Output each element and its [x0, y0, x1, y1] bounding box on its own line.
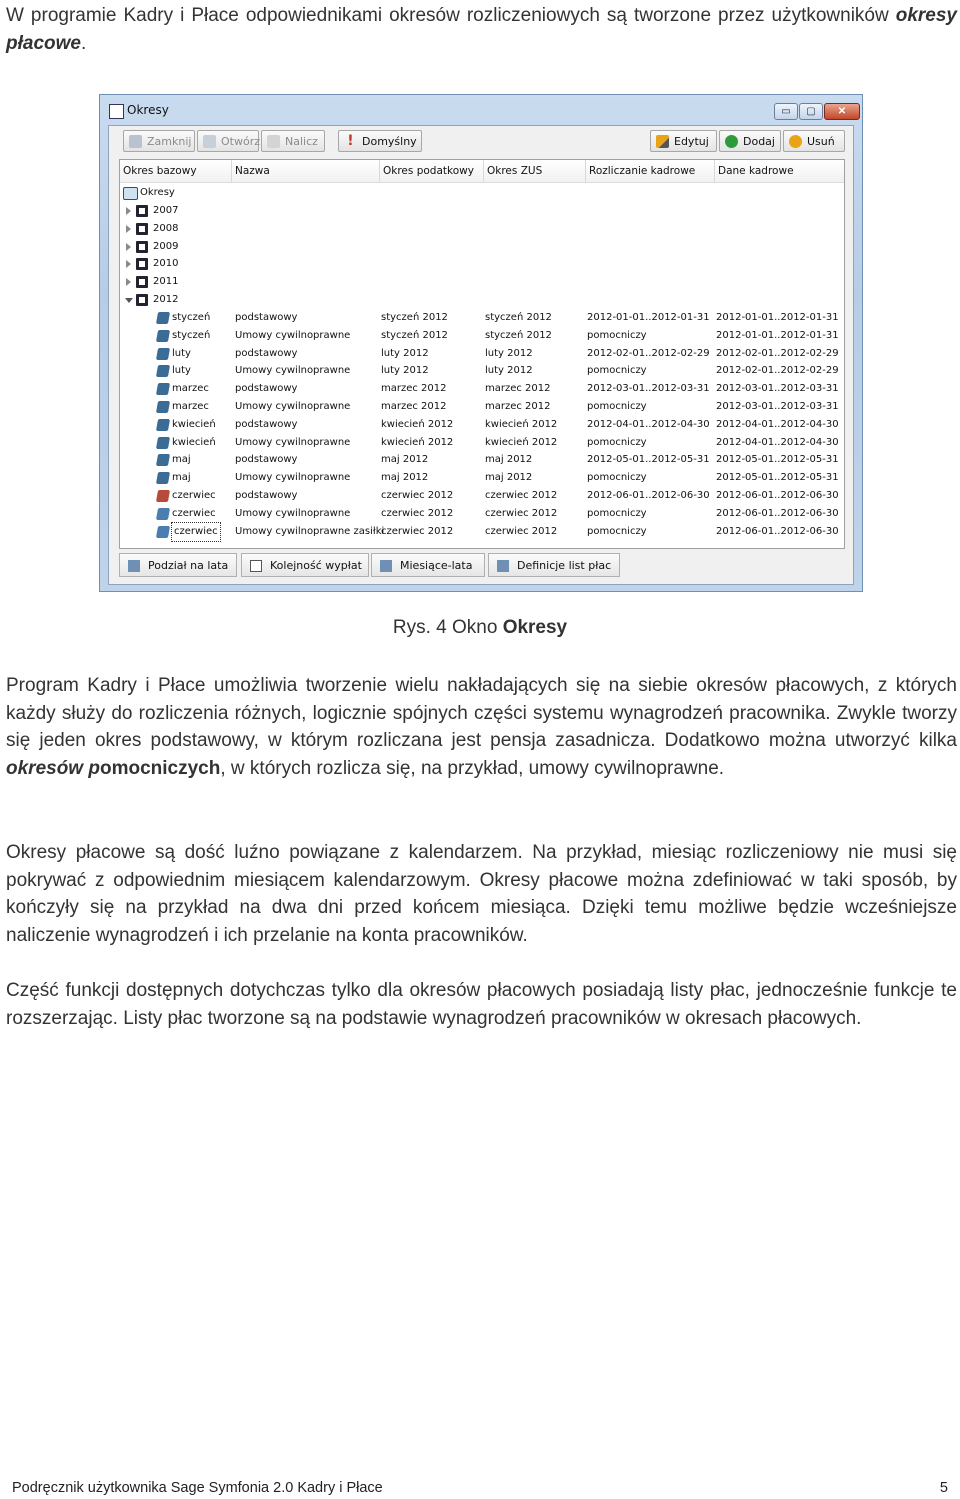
open-button[interactable]	[197, 130, 259, 152]
column-header[interactable]: Rozliczanie kadrowe	[586, 160, 715, 182]
book-icon	[123, 187, 138, 200]
edit-label: Edytuj	[674, 135, 709, 148]
period-cell: 2012-03-01..2012-03-31	[716, 383, 839, 395]
exclamation-icon: !	[347, 133, 354, 149]
minimize-button[interactable]: ▭	[774, 103, 798, 120]
period-cell: 2012-06-01..2012-06-30	[716, 525, 839, 537]
caption-bold: Okresy	[502, 617, 568, 638]
delete-button[interactable]	[783, 130, 845, 152]
period-cell: czerwiec	[172, 507, 216, 519]
year-label: 2009	[153, 240, 179, 252]
p1-emphasis: okresów p	[6, 757, 100, 779]
period-cell: podstawowy	[235, 347, 298, 359]
period-cell: 2012-01-01..2012-01-31	[716, 312, 839, 323]
maximize-button[interactable]: ▢	[799, 103, 823, 120]
window-client	[108, 125, 854, 585]
column-header[interactable]: Nazwa	[232, 160, 380, 182]
expand-icon[interactable]	[126, 243, 131, 251]
intro-emphasis: okresy płacowe	[6, 5, 957, 54]
period-cell: styczeń	[172, 329, 211, 341]
period-cell: maj 2012	[485, 472, 533, 484]
period-cell: marzec 2012	[381, 401, 447, 412]
period-cell: kwiecień 2012	[485, 436, 558, 448]
header-divider	[120, 182, 844, 183]
window-title: Okresy	[127, 103, 169, 117]
period-cell: 2012-05-01..2012-05-31	[716, 454, 839, 466]
tree-root-label: Okresy	[140, 187, 175, 198]
period-row[interactable]	[120, 416, 844, 434]
period-cell: czerwiec 2012	[381, 507, 454, 519]
delete-label: Usuń	[807, 135, 835, 148]
period-cell: czerwiec 2012	[485, 525, 558, 537]
paragraph-2: Okresy płacowe są dość luźno powiązane z kalendarzem. Na przykład, miesiąc rozliczeniowy nie musi się pokrywać z odpowiednim miesiącem kalendarzowym. Okresy płacowe można zdefiniować w taki sposób, by kończyły się na przykład na dwa dni przed końcem miesiąca. Dzięki temu możliwe będzie wcześniejsze naliczenie wynagrodzeń i ich przelanie na konta pracowników.	[6, 842, 957, 946]
period-icon	[156, 401, 170, 413]
column-header[interactable]: Okres podatkowy	[380, 160, 484, 182]
period-icon	[156, 383, 170, 395]
period-row[interactable]	[120, 451, 844, 469]
p1-text-c: , w których rozlicza się, na przykład, umowy cywilnoprawne.	[220, 757, 725, 779]
period-row[interactable]	[120, 327, 844, 345]
period-cell: luty	[172, 365, 191, 377]
calculate-icon	[267, 135, 280, 148]
year-label: 2007	[153, 205, 179, 216]
calculate-button[interactable]	[261, 130, 325, 152]
period-cell: 2012-01-01..2012-01-31	[716, 329, 839, 341]
minus-icon	[789, 135, 802, 148]
period-row[interactable]	[120, 309, 844, 327]
year-node[interactable]	[120, 291, 844, 309]
period-icon	[156, 508, 170, 520]
paragraph-1	[6, 672, 957, 782]
footer-title: Podręcznik użytkownika Sage Symfonia 2.0 Kadry i Płace	[12, 1480, 383, 1496]
year-icon	[136, 205, 148, 217]
column-header[interactable]: Dane kadrowe	[715, 160, 845, 182]
period-cell: marzec	[172, 401, 209, 412]
period-cell: 2012-02-01..2012-02-29	[716, 347, 839, 359]
collapse-icon[interactable]	[125, 298, 133, 303]
okresy-window	[99, 94, 863, 592]
period-row[interactable]	[120, 469, 844, 487]
period-row[interactable]	[120, 523, 844, 541]
period-icon	[156, 419, 170, 431]
tree-icon	[128, 560, 140, 572]
period-icon	[156, 490, 170, 502]
period-cell: kwiecień 2012	[381, 418, 454, 430]
tree-icon	[497, 560, 509, 572]
period-cell: styczeń	[172, 312, 211, 323]
months-years-label: Miesiące-lata	[400, 559, 473, 572]
period-cell: pomocniczy	[587, 507, 647, 519]
year-icon	[136, 258, 148, 270]
period-cell: czerwiec	[172, 523, 220, 541]
period-icon	[156, 365, 170, 377]
year-label: 2012	[153, 294, 179, 305]
period-row[interactable]	[120, 345, 844, 363]
period-cell: pomocniczy	[587, 525, 647, 537]
period-row[interactable]	[120, 505, 844, 523]
period-cell: luty 2012	[485, 365, 533, 377]
period-cell: luty 2012	[485, 347, 533, 359]
period-cell: 2012-05-01..2012-05-31	[716, 472, 839, 484]
period-cell: pomocniczy	[587, 472, 647, 484]
period-cell: styczeń 2012	[381, 312, 448, 323]
page-number: 5	[939, 1480, 948, 1496]
period-cell: pomocniczy	[587, 329, 647, 341]
period-row[interactable]	[120, 487, 844, 505]
period-icon	[156, 472, 170, 484]
close-icon	[129, 135, 142, 148]
period-cell: Umowy cywilnoprawne	[235, 472, 351, 484]
title-bar	[100, 95, 862, 127]
expand-icon[interactable]	[126, 278, 131, 286]
period-cell: podstawowy	[235, 383, 298, 395]
period-cell: maj 2012	[381, 472, 429, 484]
folder-icon	[203, 135, 216, 148]
period-cell: marzec	[172, 383, 209, 395]
expand-icon[interactable]	[126, 225, 131, 233]
period-cell: czerwiec	[172, 490, 216, 501]
year-node[interactable]	[120, 220, 844, 238]
period-cell: 2012-04-01..2012-04-30	[716, 418, 839, 430]
year-icon	[136, 223, 148, 235]
period-cell: 2012-06-01..2012-06-30	[716, 507, 839, 519]
default-button[interactable]	[338, 130, 422, 152]
period-cell: Umowy cywilnoprawne	[235, 329, 351, 341]
add-label: Dodaj	[743, 135, 775, 148]
calculate-label: Nalicz	[285, 135, 318, 148]
period-cell: kwiecień	[172, 418, 216, 430]
tree-icon	[380, 560, 392, 572]
payroll-defs-label: Definicje list płac	[517, 559, 612, 572]
expand-icon[interactable]	[126, 207, 131, 215]
period-cell: maj 2012	[381, 454, 429, 466]
payroll-defs-button[interactable]	[488, 553, 620, 577]
payout-order-label: Kolejność wypłat	[270, 559, 362, 572]
edit-button[interactable]	[650, 130, 717, 152]
period-cell: 2012-01-01..2012-01-31	[587, 312, 710, 323]
period-cell: Umowy cywilnoprawne zasiłki	[235, 525, 385, 537]
period-cell: marzec 2012	[485, 383, 551, 395]
period-cell: 2012-04-01..2012-04-30	[587, 418, 710, 430]
add-button[interactable]	[719, 130, 781, 152]
period-icon	[156, 437, 170, 449]
period-cell: pomocniczy	[587, 436, 647, 448]
caption-prefix: Rys. 4 Okno	[392, 617, 503, 638]
period-row[interactable]	[120, 398, 844, 416]
period-cell: styczeń 2012	[381, 329, 448, 341]
period-cell: czerwiec 2012	[381, 525, 454, 537]
period-cell: luty 2012	[381, 347, 429, 359]
paragraph-3: Część funkcji dostępnych dotychczas tylko dla okresów płacowych posiadają listy płac, jednocześnie funkcje te rozszerzając. Listy płac tworzone są na podstawie wynagrodzeń pracowników w okresach płacowych.	[6, 980, 957, 1029]
periods-grid[interactable]	[119, 159, 845, 549]
period-cell: kwiecień 2012	[485, 418, 558, 430]
period-cell: styczeń 2012	[485, 312, 552, 323]
p1-text-a: Program Kadry i Płace umożliwia tworzenie wielu nakładających się na siebie okresów płacowych, z których każdy służy do rozliczenia różnych, logicznie spójnych części systemu wynagrodzeń pracownika. Zwykle tworzy się jeden okres podstawowy, w którym rozliczana jest pensja zasadnicza. Dodatkowo można utworzyć kilka	[6, 675, 957, 752]
period-cell: Umowy cywilnoprawne	[235, 401, 351, 412]
year-node[interactable]	[120, 202, 844, 220]
split-years-label: Podział na lata	[148, 559, 229, 572]
period-cell: 2012-03-01..2012-03-31	[716, 401, 839, 412]
plus-icon	[725, 135, 738, 148]
period-cell: 2012-04-01..2012-04-30	[716, 436, 839, 448]
period-cell: 2012-03-01..2012-03-31	[587, 383, 710, 395]
pencil-icon	[656, 135, 669, 148]
payout-order-button[interactable]	[241, 553, 369, 577]
period-cell: czerwiec 2012	[381, 490, 454, 501]
period-cell: luty 2012	[381, 365, 429, 377]
period-cell: kwiecień 2012	[381, 436, 454, 448]
period-cell: 2012-05-01..2012-05-31	[587, 454, 710, 466]
period-icon	[156, 348, 170, 360]
period-cell: maj	[172, 472, 191, 484]
period-icon	[156, 526, 170, 538]
period-cell: 2012-06-01..2012-06-30	[716, 490, 839, 501]
period-icon	[156, 330, 170, 342]
year-node[interactable]	[120, 255, 844, 273]
year-label: 2010	[153, 258, 179, 270]
default-label: Domyślny	[362, 135, 417, 148]
year-icon	[136, 276, 148, 288]
period-icon	[156, 454, 170, 466]
period-cell: czerwiec 2012	[485, 490, 558, 501]
column-header[interactable]: Okres bazowy	[120, 160, 232, 182]
year-label: 2008	[153, 222, 179, 234]
year-icon	[136, 294, 148, 306]
period-cell: marzec 2012	[485, 401, 551, 412]
period-cell: Umowy cywilnoprawne	[235, 365, 351, 377]
period-cell: 2012-06-01..2012-06-30	[587, 490, 710, 501]
split-years-button[interactable]	[119, 553, 237, 577]
year-label: 2011	[153, 276, 179, 288]
period-icon	[156, 312, 170, 324]
period-cell: podstawowy	[235, 418, 298, 430]
column-header[interactable]: Okres ZUS	[484, 160, 586, 182]
window-icon	[109, 104, 124, 119]
period-row[interactable]	[120, 380, 844, 398]
intro-end: .	[80, 32, 87, 54]
period-cell: podstawowy	[235, 454, 298, 466]
period-cell: maj 2012	[485, 454, 533, 466]
tree-root[interactable]	[120, 184, 844, 202]
year-node[interactable]	[120, 273, 844, 291]
list-icon	[250, 560, 262, 572]
expand-icon[interactable]	[126, 260, 131, 268]
period-cell: kwiecień	[172, 436, 216, 448]
intro-paragraph	[6, 2, 957, 57]
figure-caption	[0, 617, 960, 639]
period-cell: styczeń 2012	[485, 329, 552, 341]
period-cell: podstawowy	[235, 490, 298, 501]
period-cell: 2012-02-01..2012-02-29	[587, 347, 710, 359]
p1-bold: omocniczych	[99, 757, 221, 779]
period-cell: pomocniczy	[587, 401, 647, 412]
period-cell: czerwiec 2012	[485, 507, 558, 519]
months-years-button[interactable]	[371, 553, 485, 577]
open-label: Otwórz	[221, 135, 260, 148]
year-icon	[136, 241, 148, 253]
period-cell: maj	[172, 454, 191, 466]
close-window-button[interactable]: ✕	[824, 103, 860, 120]
period-row[interactable]	[120, 434, 844, 452]
period-row[interactable]	[120, 362, 844, 380]
period-cell: luty	[172, 347, 191, 359]
period-cell: podstawowy	[235, 312, 298, 323]
close-button[interactable]	[123, 130, 195, 152]
close-label: Zamknij	[147, 135, 192, 148]
year-node[interactable]	[120, 238, 844, 256]
period-cell: pomocniczy	[587, 365, 647, 377]
intro-text: W programie Kadry i Płace odpowiednikami okresów rozliczeniowych są tworzone przez użytkowników	[6, 5, 896, 26]
period-cell: Umowy cywilnoprawne	[235, 436, 351, 448]
period-cell: marzec 2012	[381, 383, 447, 395]
period-cell: Umowy cywilnoprawne	[235, 507, 351, 519]
period-cell: 2012-02-01..2012-02-29	[716, 365, 839, 377]
